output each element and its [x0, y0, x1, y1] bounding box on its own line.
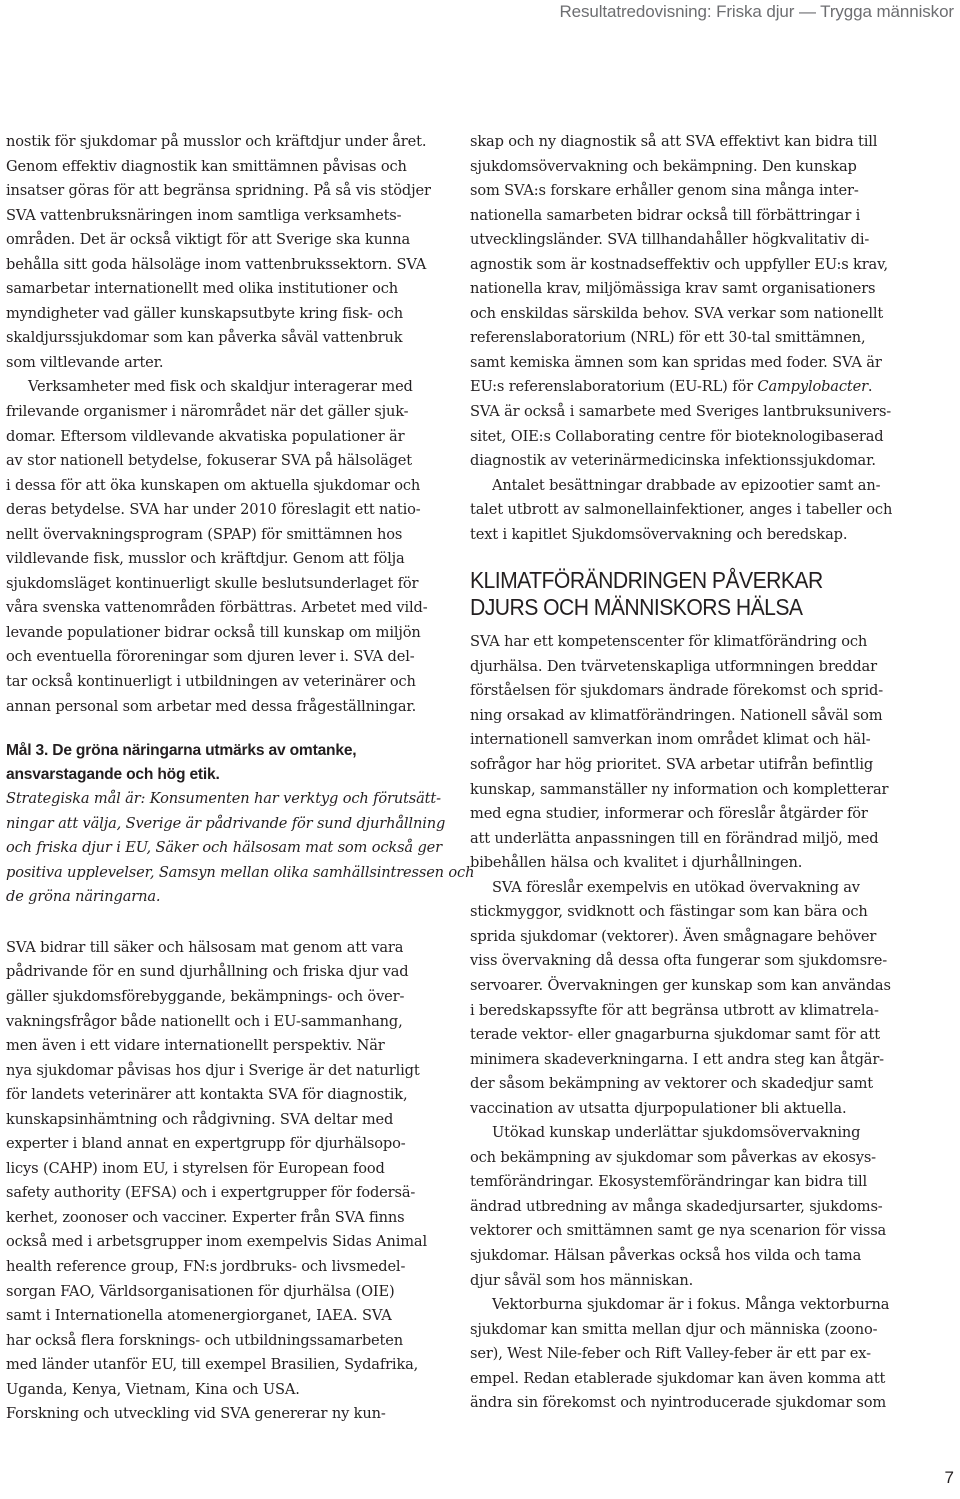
text-line: som SVA:s forskare erhåller genom sina många inter-: [470, 182, 859, 200]
text-line: och bekämpning av sjukdomar som påverkas av ekosys-: [470, 1148, 876, 1166]
paragraph: [470, 1121, 906, 1293]
paragraph: [470, 130, 906, 474]
text-line: samt i Internationella atomenergiorganet, IAEA. SVA: [6, 1307, 392, 1325]
text-line: SVA föreslår exempelvis en utökad övervakning av: [492, 878, 860, 896]
text-line: licys (CAHP) inom EU, i styrelsen för European food: [6, 1159, 385, 1177]
text-line: minimera skadeverkningarna. I ett andra steg kan åtgär-: [470, 1050, 884, 1068]
text-line: som viltlevande arter.: [6, 353, 164, 371]
text-line: vildlevande fisk, musslor och kräftdjur. Genom att följa: [6, 550, 405, 568]
text-line: SVA är också i samarbete med Sveriges lantbruksunivers-: [470, 403, 892, 421]
paragraph: [470, 474, 906, 548]
text-line: safety authority (EFSA) och i expertgrupper för fodersä-: [6, 1184, 416, 1202]
text-line: health reference group, FN:s jordbruks- och livsmedel-: [6, 1257, 406, 1275]
text-line: talet utbrott av salmonellainfektioner, anges i tabeller och: [470, 501, 893, 519]
text-line: vaccination av utsatta djurpopulationer bli aktuella.: [470, 1099, 847, 1117]
text-line: våra svenska vattenområden förbättras. Arbetet med vild-: [6, 599, 428, 617]
text-line: text i kapitlet Sjukdomsövervakning och beredskap.: [470, 525, 848, 543]
text-line: insatser göras för att begränsa spridning. På så vis stödjer: [6, 182, 431, 200]
text-line: kerhet, zoonoser och vacciner. Experter från SVA finns: [6, 1208, 405, 1226]
paragraph: [6, 1402, 436, 1427]
text-line: sjukdomsläget kontinuerligt skulle beslutsunderlaget för: [6, 574, 419, 592]
paragraph: [6, 375, 436, 719]
spacer: [470, 547, 906, 567]
text-line: deras betydelse. SVA har under 2010 föreslagit ett natio-: [6, 501, 421, 519]
text-line: också med i arbetsgrupper inom exempelvis Sidas Animal: [6, 1233, 427, 1251]
text-line: kunskapsinhämtning och rådgivning. SVA deltar med: [6, 1110, 394, 1128]
text-line: Antalet besättningar drabbade av epizootier samt an-: [492, 476, 881, 494]
paragraph: [6, 936, 436, 1402]
text-line: [470, 375, 906, 400]
text-line: i beredskapssyfte för att begränsa utbrott av klimatrela-: [470, 1001, 879, 1019]
text-line: de gröna näringarna.: [6, 888, 161, 906]
text-line: ning orsakad av klimatförändringen. Nationell såväl som: [470, 706, 883, 724]
text-line: domar. Eftersom vildlevande akvatiska populationer är: [6, 427, 405, 445]
text-line: samarbetar internationellt med olika institutioner och: [6, 280, 399, 298]
text-segment: EU:s referenslaboratorium (EU-RL) för: [470, 378, 758, 396]
left-column: [6, 130, 475, 1427]
text-line: att underlätta anpassningen till en förändrad miljö, med: [470, 829, 879, 847]
paragraph: [470, 876, 906, 1121]
text-line: internationell samverkan inom området klimat och häl-: [470, 731, 871, 749]
goal-strategic-lead: [6, 787, 475, 910]
text-line: ningar att välja, Sverige är pådrivande för sund djurhållning: [6, 814, 446, 832]
text-line: och enskildas särskilda behov. SVA verkar som nationellt: [470, 304, 884, 322]
spacer: [470, 621, 906, 630]
section-heading: [470, 567, 906, 621]
text-line: levande populationer bidrar också till kunskap om miljön: [6, 623, 421, 641]
text-line: men även i ett vidare internationellt perspektiv. När: [6, 1037, 385, 1055]
paragraph: [6, 130, 436, 375]
section-heading-line: KLIMATFÖRÄNDRINGEN PÅVERKAR: [470, 567, 823, 594]
text-line: förståelsen för sjukdomars ändrade förekomst och sprid-: [470, 682, 884, 700]
text-line: skap och ny diagnostik så att SVA effektivt kan bidra till: [470, 133, 878, 150]
text-line: sorgan FAO, Världsorganisationen för djurhälsa (OIE): [6, 1282, 395, 1300]
page-number: 7: [944, 1468, 954, 1487]
text-line: samt kemiska ämnen som kan spridas med foder. SVA är: [470, 353, 882, 371]
text-line: har också flera forsknings- och utbildningssamarbeten: [6, 1331, 403, 1349]
text-line: med egna studier, informerar och föreslår åtgärder för: [470, 805, 868, 823]
text-line: Strategiska mål är: Konsumenten har verktyg och förutsätt-: [6, 790, 441, 808]
text-line: agnostik som är kostnadseffektiv och uppfyller EU:s krav,: [470, 255, 888, 273]
text-line: Uganda, Kenya, Vietnam, Kina och USA.: [6, 1380, 300, 1398]
text-line: djurhälsa. Den tvärvetenskapliga utformningen breddar: [470, 657, 877, 675]
species-name-italic: Campylobacter: [757, 378, 868, 396]
text-line: Forskning och utveckling vid SVA genererar ny kun-: [6, 1405, 386, 1423]
text-line: frilevande organismer i närområdet när det gäller sjuk-: [6, 403, 409, 421]
text-line: nationella samarbeten bidrar också till förbättringar i: [470, 206, 861, 224]
text-line: Genom effektiv diagnostik kan smittämnen påvisas och: [6, 157, 407, 175]
text-line: sjukdomar. Hälsan påverkas också hos vilda och tama: [470, 1246, 862, 1264]
running-header: Resultatredovisning: Friska djur — Trygga människor: [559, 2, 954, 21]
spacer: [6, 719, 436, 739]
text-line: vakningsfrågor både nationellt och i EU-sammanhang,: [6, 1012, 403, 1030]
text-line: djur såväl som hos människan.: [470, 1271, 694, 1289]
text-line: områden. Det är också viktigt för att Sverige ska kunna: [6, 231, 411, 249]
text-line: och eventuella föroreningar som djuren lever i. SVA del-: [6, 648, 415, 666]
text-line: pådrivande för en sund djurhållning och friska djur vad: [6, 963, 409, 981]
text-line: vektorer och smittämnen samt ge nya scenarion för vissa: [470, 1222, 887, 1240]
text-line: diagnostik av veterinärmedicinska infektionssjukdomar.: [470, 452, 876, 470]
text-line: nya sjukdomar påvisas hos djur i Sverige är det naturligt: [6, 1061, 420, 1079]
text-line: utvecklingsländer. SVA tillhandahåller högkvalitativ di-: [470, 231, 870, 249]
text-line: ser), West Nile-feber och Rift Valley-feber är ett par ex-: [470, 1345, 871, 1363]
right-column: [470, 130, 906, 1416]
text-line: i dessa för att öka kunskapen om aktuella sjukdomar och: [6, 476, 421, 494]
text-line: stickmyggor, svidknott och fästingar som kan bära och: [470, 903, 868, 921]
text-line: SVA bidrar till säker och hälsosam mat genom att vara: [6, 938, 404, 956]
text-line: viss övervakning då dessa ofta fungerar som sjukdomsre-: [470, 952, 888, 970]
text-line: nationella krav, miljömässiga krav samt organisationers: [470, 280, 876, 298]
text-segment: .: [867, 378, 873, 396]
text-line: annan personal som arbetar med dessa frågeställningar.: [6, 697, 417, 715]
goal-heading-line: ansvarstagande och hög etik.: [6, 766, 220, 784]
text-line: servoarer. Övervakningen ger kunskap som kan användas: [470, 976, 891, 994]
goal-heading-line: Mål 3. De gröna näringarna utmärks av omtanke,: [6, 742, 357, 760]
text-line: sprida sjukdomar (vektorer). Även smågnagare behöver: [470, 927, 877, 945]
text-line: sjukdomsövervakning och bekämpning. Den kunskap: [470, 157, 857, 175]
text-line: av stor nationell betydelse, fokuserar SVA på hälsoläget: [6, 452, 413, 470]
text-line: Utökad kunskap underlättar sjukdomsövervakning: [492, 1124, 861, 1142]
text-line: ändrad utbredning av många skadedjursarter, sjukdoms-: [470, 1197, 883, 1215]
text-line: gäller sjukdomsförebyggande, bekämpnings- och över-: [6, 987, 405, 1005]
text-line: positiva upplevelser, Samsyn mellan olika samhällsintressen och: [6, 863, 475, 881]
text-line: experter i bland annat en expertgrupp för djurhälsopo-: [6, 1135, 406, 1153]
spacer: [6, 910, 436, 936]
text-line: myndigheter vad gäller kunskapsutbyte kring fisk- och: [6, 304, 404, 322]
text-line: nellt övervakningsprogram (SPAP) för smittämnen hos: [6, 525, 403, 543]
text-line: behålla sitt goda hälsoläge inom vattenbrukssektorn. SVA: [6, 255, 427, 273]
text-line: SVA vattenbruksnäringen inom samtliga verksamhets-: [6, 206, 402, 224]
text-line: för landets veterinärer att kontakta SVA för diagnostik,: [6, 1086, 408, 1104]
text-line: referenslaboratorium (NRL) för ett 30-tal smittämnen,: [470, 329, 866, 347]
text-line: kunskap, sammanställer ny information och kompletterar: [470, 780, 889, 798]
text-line: ändra sin förekomst och nyintroducerade sjukdomar som: [470, 1394, 887, 1412]
text-line: empel. Redan etablerade sjukdomar kan även komma att: [470, 1369, 886, 1387]
text-line: terade vektor- eller gnagarburna sjukdomar samt för att: [470, 1026, 880, 1044]
paragraph: [470, 630, 906, 875]
text-line: sofrågor har hög prioritet. SVA arbetar utifrån befintlig: [470, 756, 874, 774]
text-line: sitet, OIE:s Collaborating centre för bioteknologibaserad: [470, 427, 884, 445]
text-line: Verksamheter med fisk och skaldjur interagerar med: [28, 378, 413, 396]
text-line: tar också kontinuerligt i utbildningen av veterinärer och: [6, 673, 416, 691]
text-line: och friska djur i EU, Säker och hälsosam mat som också ger: [6, 839, 442, 857]
text-line: bibehållen hälsa och kvalitet i djurhållningen.: [470, 854, 803, 872]
text-line: temförändringar. Ekosystemförändringar kan bidra till: [470, 1173, 867, 1191]
text-line: SVA har ett kompetenscenter för klimatförändring och: [470, 633, 868, 651]
goal-heading: [6, 739, 436, 787]
text-line: der såsom bekämpning av vektorer och skadedjur samt: [470, 1075, 874, 1093]
section-heading-line: DJURS OCH MÄNNISKORS HÄLSA: [470, 594, 803, 621]
text-line: nostik för sjukdomar på musslor och kräftdjur under året.: [6, 133, 427, 150]
text-line: Vektorburna sjukdomar är i fokus. Många vektorburna: [492, 1296, 890, 1314]
text-line: med länder utanför EU, till exempel Brasilien, Sydafrika,: [6, 1356, 419, 1374]
text-line: skaldjurssjukdomar som kan påverka såväl vattenbruk: [6, 329, 403, 347]
text-line: sjukdomar kan smitta mellan djur och människa (zoono-: [470, 1320, 878, 1338]
paragraph: [470, 1293, 906, 1416]
